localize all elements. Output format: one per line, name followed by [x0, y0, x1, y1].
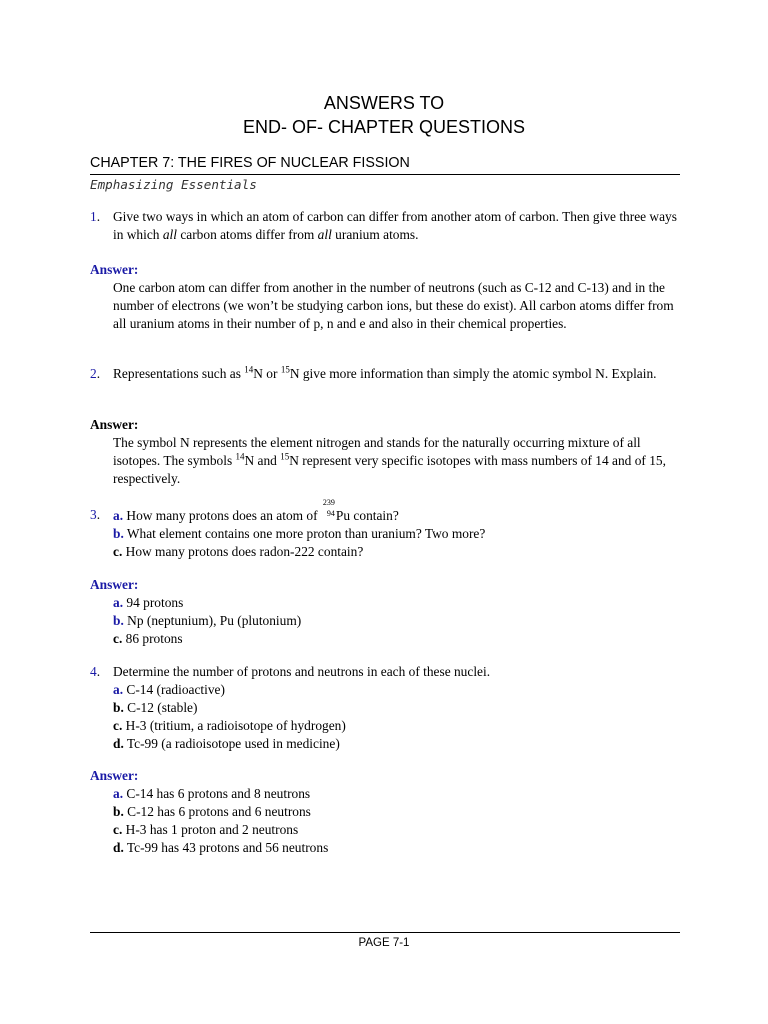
list-item: d. Tc-99 (a radioisotope used in medicine) — [113, 736, 340, 751]
answer-label: Answer: — [90, 417, 139, 432]
answer-2 — [90, 416, 682, 488]
title-line-2: END- OF- CHAPTER QUESTIONS — [242, 117, 525, 137]
question-3-text: 3. a. How many protons does an atom of 239 94 Pu contain? b. What element contains one more proton than uranium? Two more? c. How many protons does radon-222 contain? — [90, 498, 486, 559]
chapter-heading: CHAPTER 7: THE FIRES OF NUCLEAR FISSION — [90, 155, 410, 171]
question-number: 1. — [90, 209, 101, 224]
list-item: c. 86 protons — [113, 631, 183, 646]
section-subtitle: Emphasizing Essentials — [90, 174, 680, 193]
list-item: a. C-14 (radioactive) — [113, 682, 225, 697]
list-item: a. C-14 has 6 protons and 8 neutrons — [113, 786, 311, 801]
question-2-text: 2. Representations such as $^{14}$N or $^{15}$N give more information than simply the atomic symbol N. Explain. — [90, 364, 657, 381]
answer-2-text: The symbol N represents the element nitrogen and stands for the naturally occurring mixture of all isotopes. The symbols $^{14}$N and $^{15}$N represent very specific isotopes with mass numbers of 14 and of 15, respectively. — [113, 435, 666, 486]
question-number: 3. — [90, 507, 101, 522]
list-item: b. C-12 (stable) — [113, 700, 198, 715]
question-2 — [90, 365, 682, 383]
list-item: a. 94 protons — [113, 595, 184, 610]
question-number: 4. — [90, 664, 101, 679]
list-item: b. C-12 has 6 protons and 6 neutrons — [113, 804, 311, 819]
question-3 — [90, 498, 682, 561]
question-number: 2. — [90, 366, 101, 381]
list-item: d. Tc-99 has 43 protons and 56 neutrons — [113, 840, 329, 855]
answer-label: Answer: — [90, 768, 139, 783]
answer-1 — [90, 261, 682, 333]
nuclide-notation: 239 94 — [322, 498, 335, 518]
title-line-1: ANSWERS TO — [323, 93, 445, 113]
list-item: c. H-3 (tritium, a radioisotope of hydrogen) — [113, 718, 346, 733]
answer-4 — [90, 767, 682, 857]
footer-divider — [90, 932, 680, 933]
question-4-text: 4. Determine the number of protons and neutrons in each of these nuclei. a. C-14 (radioactive) b. C-12 (stable) c. H-3 (tritium, a radioisotope of hydrogen) d. Tc-99 (a radioisotope used in medicine) — [90, 663, 682, 753]
answer-label: Answer: — [90, 577, 139, 592]
question-1-text: 1. Give two ways in which an atom of carbon can differ from another atom of carbon. Then give three ways in which all carbon atoms differ from all uranium atoms. — [90, 209, 677, 242]
answer-3 — [90, 576, 682, 648]
question-1 — [90, 208, 682, 244]
list-item: b. Np (neptunium), Pu (plutonium) — [113, 613, 302, 628]
answer-label: Answer: — [90, 262, 139, 277]
answer-1-text: One carbon atom can differ from another in the number of neutrons (such as C-12 and C-13) and in the number of electrons (we won’t be studying carbon ions, but these do exist). All carbon atoms differ from all uranium atoms in their number of p, n and e and also in their chemical properties. — [113, 280, 674, 331]
list-item: c. H-3 has 1 proton and 2 neutrons — [113, 822, 299, 837]
page-number: PAGE 7-1 — [358, 937, 410, 949]
question-4 — [90, 663, 682, 753]
